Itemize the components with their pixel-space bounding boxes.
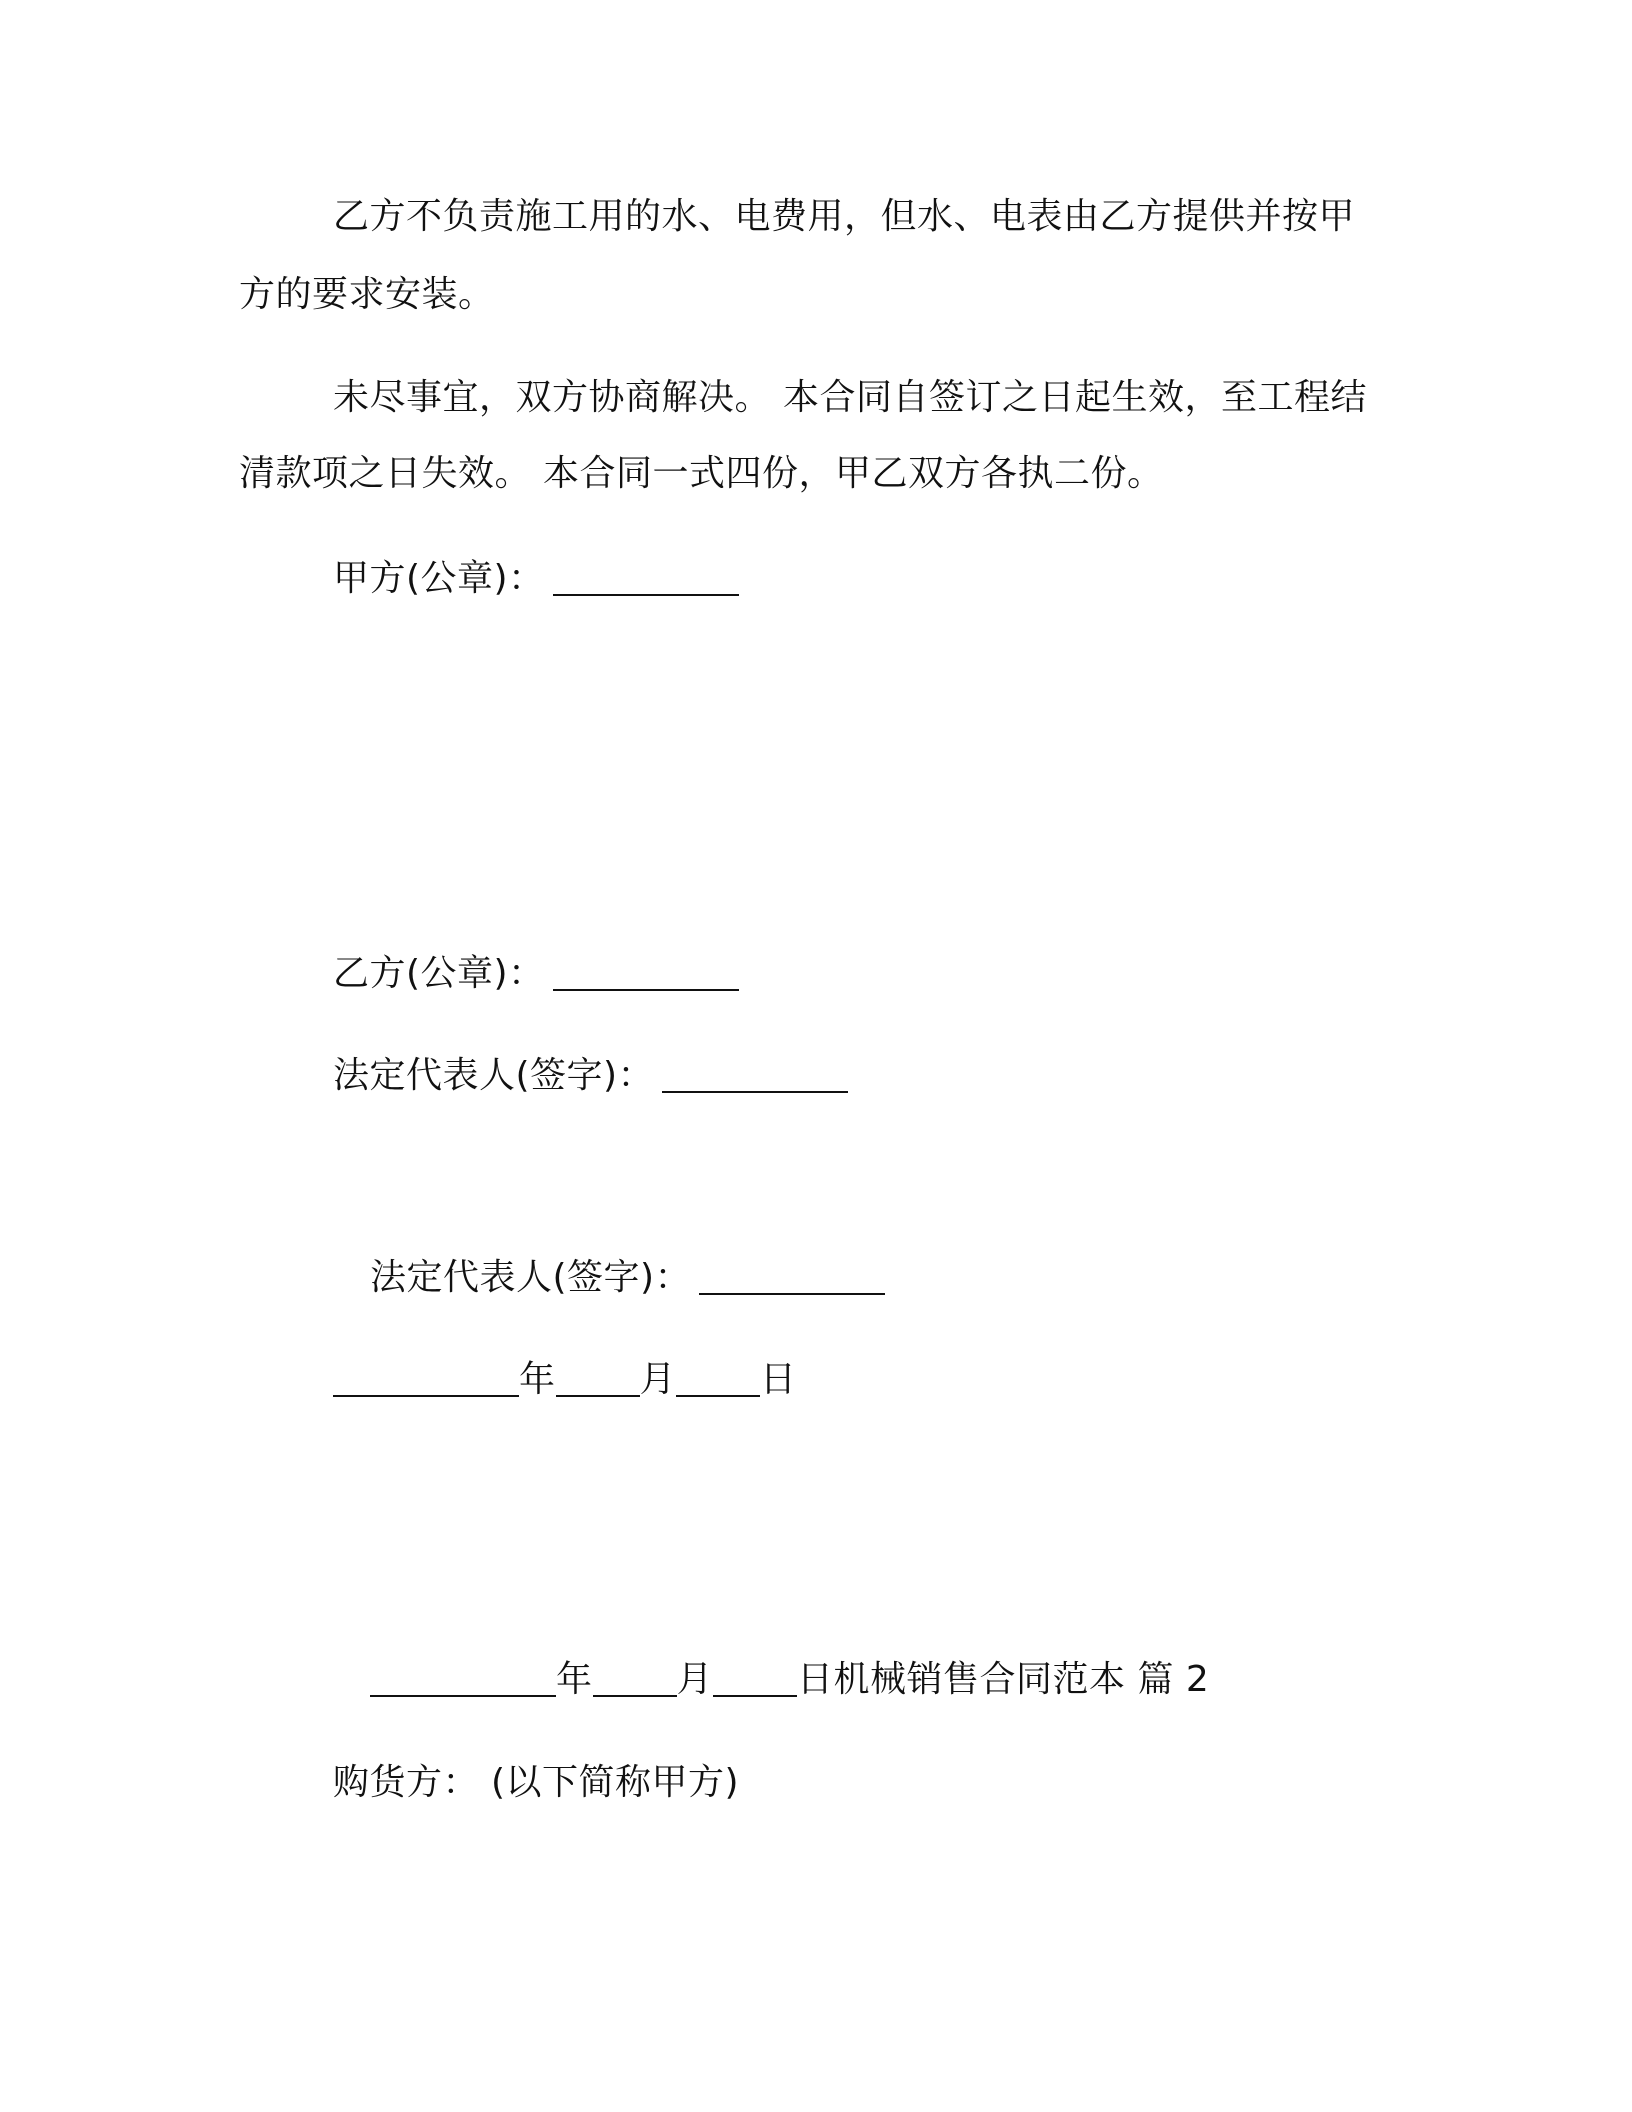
section2-heading (370, 1657, 1209, 1703)
legal-rep-blank-2[interactable] (699, 1257, 885, 1295)
legal-rep-blank-1[interactable] (662, 1055, 848, 1093)
buyer-line: 购货方： (以下简称甲方) (333, 1762, 740, 1803)
legal-rep-line-2 (370, 1255, 885, 1301)
legal-rep-line-1 (333, 1053, 848, 1099)
heading-title: 日机械销售合同范本 篇 2 (797, 1659, 1210, 1700)
date-year-blank[interactable] (333, 1359, 519, 1397)
date-year-label: 年 (519, 1359, 556, 1400)
party-b-seal-label: 乙方(公章)： (333, 953, 545, 994)
date-day-blank[interactable] (676, 1359, 760, 1397)
party-b-seal-blank[interactable] (553, 953, 739, 991)
party-a-seal-blank[interactable] (553, 558, 739, 596)
heading-day-blank[interactable] (713, 1659, 797, 1697)
legal-rep-label-2: 法定代表人(签字)： (370, 1257, 692, 1298)
date-line (333, 1357, 797, 1403)
para2-line2: 清款项之日失效。 本合同一式四份，甲乙双方各执二份。 (239, 453, 1164, 494)
para1-line2: 方的要求安装。 (239, 274, 495, 315)
legal-rep-label-1: 法定代表人(签字)： (333, 1055, 655, 1096)
party-b-seal-line (333, 951, 739, 997)
date-day-label: 日 (760, 1359, 797, 1400)
date-month-label: 月 (639, 1359, 677, 1400)
date-month-blank[interactable] (556, 1359, 640, 1397)
heading-year-blank[interactable] (370, 1659, 556, 1697)
para1-line1: 乙方不负责施工用的水、电费用，但水、电表由乙方提供并按甲 (333, 196, 1356, 237)
heading-month-label: 月 (676, 1659, 714, 1700)
heading-year-label: 年 (556, 1659, 593, 1700)
party-a-seal-line (333, 556, 739, 602)
para2-line1: 未尽事宜，双方协商解决。 本合同自签订之日起生效，至工程结 (333, 377, 1367, 418)
party-a-seal-label: 甲方(公章)： (333, 558, 545, 599)
heading-month-blank[interactable] (593, 1659, 677, 1697)
